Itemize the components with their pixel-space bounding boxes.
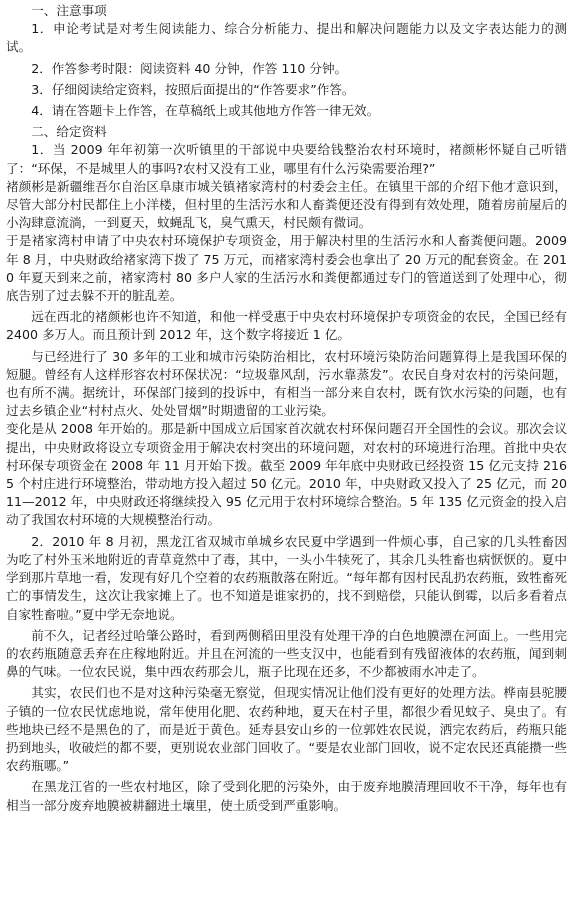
notice-item: 2．作答参考时限：阅读资料 40 分钟，作答 110 分钟。 xyxy=(31,60,348,76)
notice-item: 3．仔细阅读给定资料，按照后面提出的“作答要求”作答。 xyxy=(31,81,355,97)
notice-heading: 一、注意事项 xyxy=(31,3,107,18)
material-paragraph: 于是褚家湾村申请了中央农村环境保护专项资金，用于解决村里的生活污水和人畜粪便问题。2009 年 8 月，中央财政给褚家湾下拨了 75 万元，而褚家湾村委会也拿出了 20 万元的配套资金。在 2010 年夏天到来之前，褚家湾村 80 多户人家的生活污水和粪便都通过专门的管道送到了处理中心，彻底告别了过去躲不开的脏乱差。 xyxy=(6,233,567,304)
material-paragraph: 1．当 2009 年年初第一次听镇里的干部说中央要给钱整治农村环境时，褚颜彬怀疑自己听错了：“环保，不是城里人的事吗?农村又没有工业，哪里有什么污染需要治理?” xyxy=(6,142,567,176)
material-paragraph: 前不久，记者经过哈肇公路时，看到两侧稻田里没有处理干净的白色地膜漂在河面上。一些用完的农药瓶随意丢弃在庄稼地附近。并且在河流的一些支汉中，也能看到有残留液体的农药瓶，闻到刺鼻的气味。一位农民说，集中西农药那会儿，瓶子比现在还多，不少都被雨水冲走了。 xyxy=(6,627,567,680)
notice-item: 4．请在答题卡上作答，在草稿纸上或其他地方作答一律无效。 xyxy=(31,103,380,119)
material-paragraph: 2．2010 年 8 月初，黑龙江省双城市单城乡农民夏中学遇到一件烦心事，自己家的几头牲畜因为吃了村外玉米地附近的青草竟然中了毒，其中，一头小牛犊死了，其余几头牲畜也病恹恹的。夏中学到那片草地一看，发现有好几个空着的农药瓶散落在附近。“每年都有因村民乱扔农药瓶，致牲畜死亡的事情发生，这次让我家摊上了。也不知道是谁家扔的，找不到赔偿，只能认倒霉，以后多看着点自家牲畜啦。”夏中学无奈地说。 xyxy=(6,533,567,622)
material-paragraph: 与已经进行了 30 多年的工业和城市污染防治相比，农村环境污染防治问题算得上是我国环保的短腿。曾经有人这样形容农村环保状况：“垃圾靠风刮，污水靠蒸发”。农民自身对农村的污染问题，也有所不满。据统计，环保部门接到的投诉中，有相当一部分来自农村，既有饮水污染的问题，也有过去乡镇企业“村村点火、处处冒烟”时期遗留的工业污染。 xyxy=(6,348,567,419)
notice-item: 1．申论考试是对考生阅读能力、综合分析能力、提出和解决问题能力以及文字表达能力的测试。 xyxy=(6,21,567,55)
material-paragraph: 褚颜彬是新疆维吾尔自治区阜康市城关镇褚家湾村的村委会主任。在镇里干部的介绍下他才意识到，尽管大部分村民都住上小洋楼，但村里的生活污水和人畜粪便还没有得到有效处理，随着房前屋后的小沟肆意流淌，一到夏天，蚊蝇乱飞，臭气熏天，村民颇有微词。 xyxy=(6,178,567,231)
material-paragraph: 在黑龙江省的一些农村地区，除了受到化肥的污染外，由于废弃地膜清理回收不干净，每年也有相当一部分废弃地膜被耕翻进土壤里，使土质受到严重影响。 xyxy=(6,779,567,813)
material-paragraph: 变化是从 2008 年开始的。那是新中国成立后国家首次就农村环保问题召开全国性的会议。那次会议提出，中央财政将设立专项资金用于解决农村突出的环境问题，对农村的环境进行治理。首批中央农村环保专项资金在 2008 年 11 月开始下拨。截至 2009 年年底中央财政已经投资 15 亿元支持 2165 个村庄进行环境整治，带动地方投入超过 50 亿元。2010 年，中央财政又投入了 25 亿元，而 2011—2012 年，中央财政还将继续投入 95 亿元用于农村环境综合整治。5 年 135 亿元资金的投入启动了我国农村环境的大规模整治行动。 xyxy=(6,421,567,528)
material-paragraph: 其实，农民们也不是对这种污染毫无察觉，但现实情况让他们没有更好的处理方法。桦南县驼腰子镇的一位农民忧虑地说，常年使用化肥、农药种地，夏天在村子里，都很少看见蚊子、臭虫了。有些地块已经不是黑色的了，而是近于黄色。延寿县安山乡的一位郭姓农民说，洒完农药后，药瓶只能扔到地头，收破烂的都不要，更别说农业部门回收了。“要是农业部门回收，说不定农民还真能攒一些农药瓶哪。” xyxy=(6,685,567,774)
material-paragraph: 远在西北的褚颜彬也许不知道，和他一样受惠于中央农村环境保护专项资金的农民，全国已经有 2400 多万人。而且预计到 2012 年，这个数字将接近 1 亿。 xyxy=(6,309,567,343)
materials-heading: 二、给定资料 xyxy=(31,124,107,140)
